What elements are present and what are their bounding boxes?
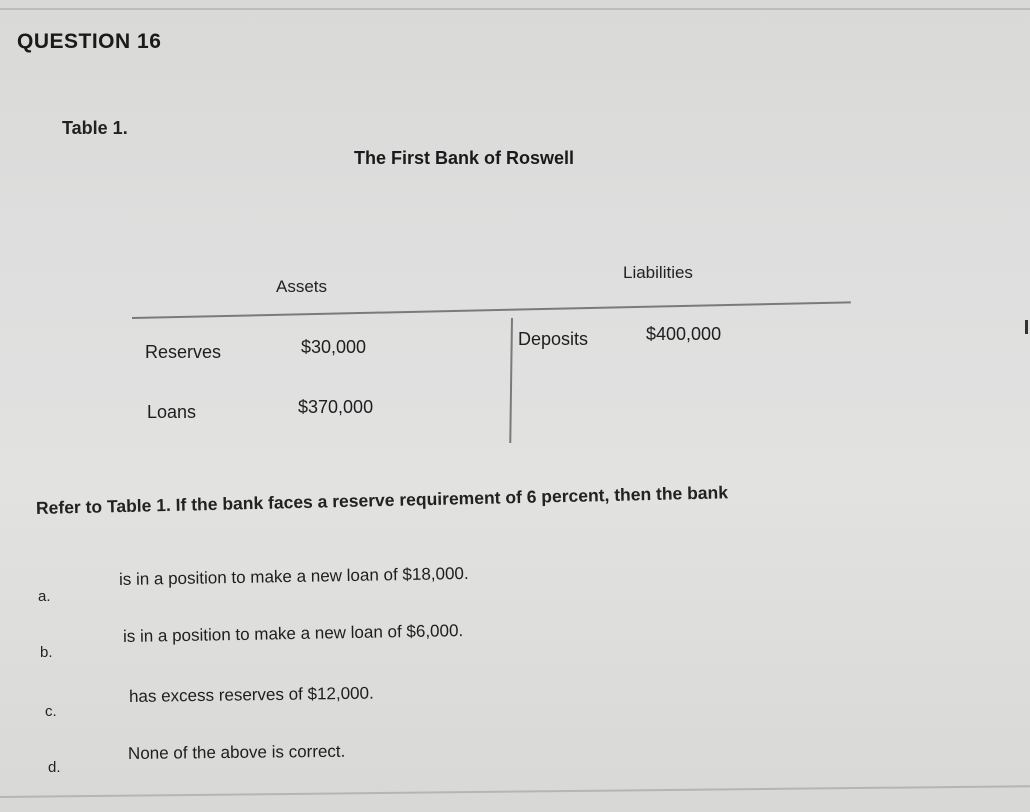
- answer-option-c[interactable]: has excess reserves of $12,000.: [128, 683, 374, 706]
- option-letter: b.: [40, 644, 53, 661]
- question-title: QUESTION 16: [17, 30, 162, 53]
- question-stem: [36, 482, 728, 519]
- liability-row-value: $400,000: [646, 324, 722, 344]
- answer-option-a[interactable]: is in a position to make a new loan of $18,000.: [118, 563, 469, 589]
- option-letter: d.: [48, 759, 61, 776]
- option-letter: c.: [45, 703, 57, 720]
- liability-row-label: Deposits: [518, 329, 589, 349]
- edge-marker: [1025, 320, 1028, 334]
- t-account-horizontal-rule: [132, 301, 851, 319]
- assets-header: Assets: [276, 277, 328, 296]
- asset-row-label: Loans: [147, 402, 197, 422]
- asset-row-value: $370,000: [298, 397, 374, 417]
- asset-row-label: Reserves: [145, 342, 222, 362]
- asset-row-value: $30,000: [301, 337, 367, 357]
- t-account-vertical-rule: [509, 318, 513, 443]
- option-letter: a.: [38, 588, 51, 605]
- bank-name-heading: The First Bank of Roswell: [354, 148, 575, 168]
- liabilities-header: Liabilities: [623, 263, 693, 282]
- bottom-divider: [0, 785, 1030, 798]
- table-caption: Table 1.: [62, 118, 128, 138]
- answer-option-b[interactable]: is in a position to make a new loan of $6,000.: [122, 621, 464, 646]
- top-divider: [0, 8, 1030, 10]
- question-stem-text: If the bank faces a reserve requirement of 6 percent, then the bank: [170, 482, 729, 515]
- question-stem-ref: Refer to Table 1.: [35, 494, 172, 518]
- answer-option-d[interactable]: None of the above is correct.: [127, 741, 346, 763]
